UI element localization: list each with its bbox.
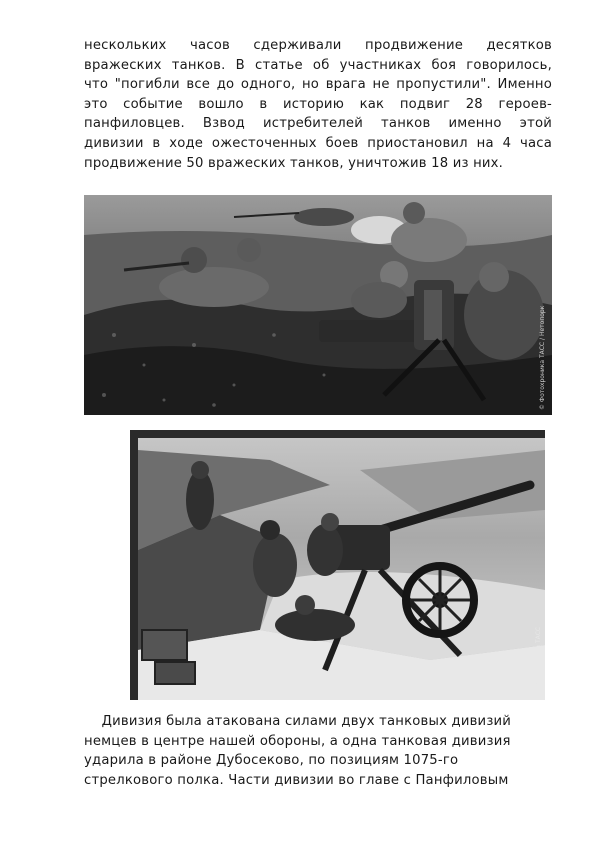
photo-machine-gun-crew-image [84,195,552,415]
photo-credit: © Фотохроника ТАСС / Нетопорк [539,305,546,410]
photo-machine-gun-crew [84,195,552,415]
text-line: нескольких часов сдерживали продвижение десятков [84,38,552,53]
text-line: продвижение 50 вражеских танков, уничтожив 18 из них. [84,155,504,171]
text-line: вражеских танков. В статье об участниках боя говорилось, [84,57,552,73]
text-line: что "погибли все до одного, но врага не пропустили". Именно [84,77,552,93]
bottom-paragraph [84,712,552,790]
text-line: ударила в районе Дубосеково, по позициям 1075-го [84,753,459,769]
text-line: это событие вошло в историю как подвиг 28 героев- [84,96,552,112]
text-line: панфиловцев. Взвод истребителей танков именно этой [84,116,552,132]
text-line: немцев в центре нашей обороны, а одна танковая дивизия [84,733,511,749]
top-paragraph [84,36,552,173]
text-line: стрелкового полка. Части дивизии во главе с Панфиловым [84,772,509,788]
photo-artillery-crew-image [130,430,545,700]
photo-artillery-crew [130,430,545,700]
text-line: дивизии в ходе ожесточенных боев приостановил на 4 часа [84,135,552,151]
photo-credit: © Фотохроника ТАСС [535,626,542,695]
text-line: Дивизия была атакована силами двух танковых дивизий [84,714,512,729]
